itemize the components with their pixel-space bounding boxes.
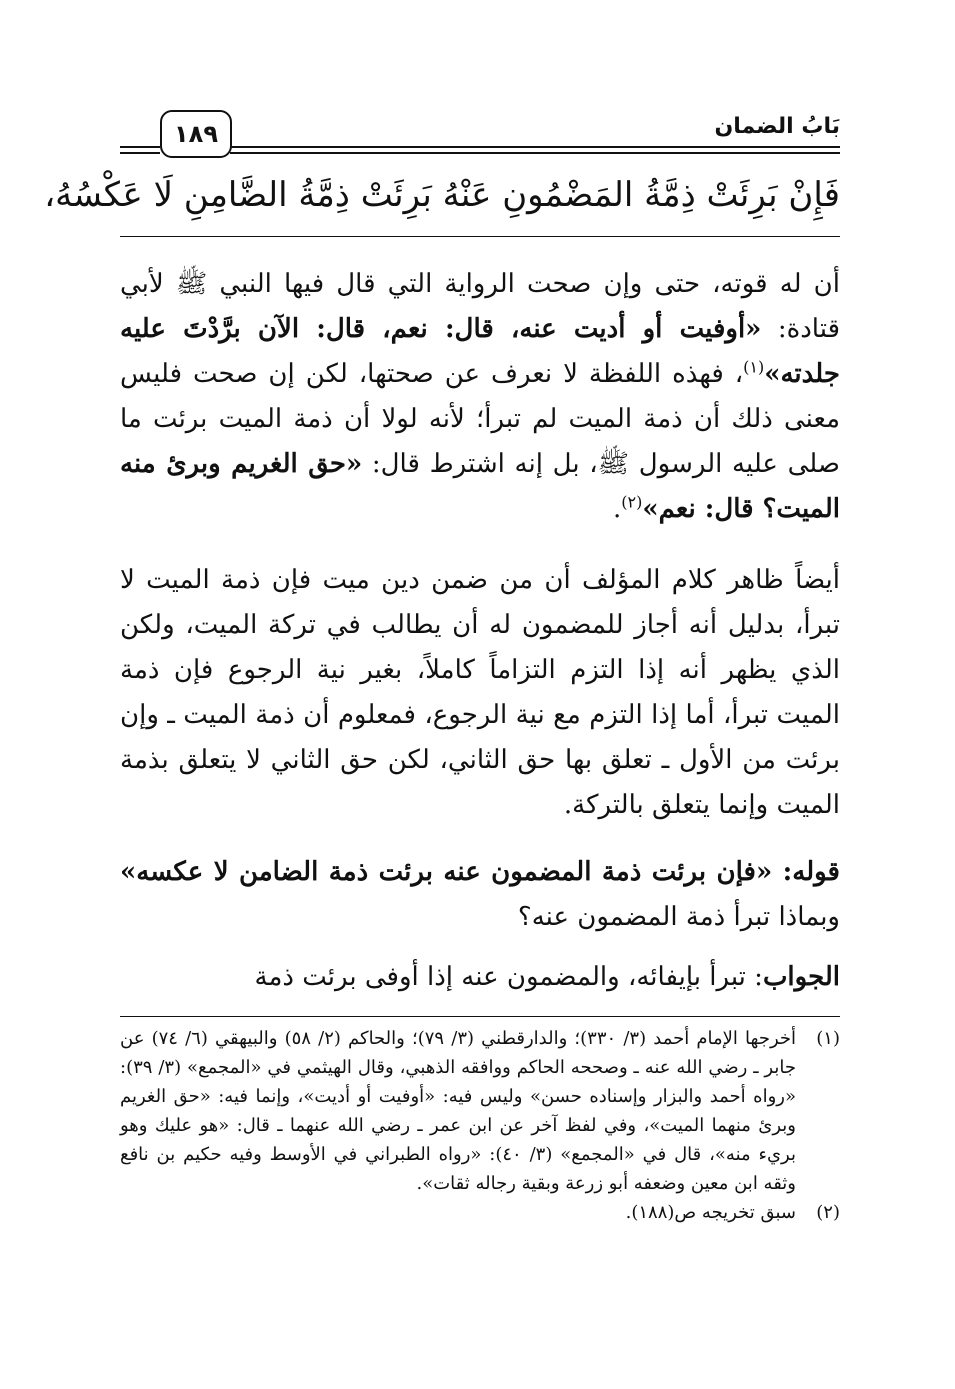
header-rule-left-upper — [120, 146, 160, 148]
footnotes — [120, 1024, 840, 1227]
paragraph-1 — [120, 262, 840, 532]
paragraph-4-text: : تبرأ بإيفائه، والمضمون عنه إذا أوفى برئت ذمة — [254, 962, 763, 992]
chapter-title: بَابُ الضمان — [714, 114, 840, 139]
footnote-1 — [120, 1024, 840, 1198]
header-rule-lower — [230, 152, 840, 154]
footnote-2 — [120, 1198, 840, 1227]
footnote-1-text: أخرجها الإمام أحمد (٣/ ٣٣٠)؛ والدارقطني (٣/ ٧٩)؛ والحاكم (٢/ ٥٨) والبيهقي (٦/ ٧٤) عن جابر ـ رضي الله عنه ـ وصححه الحاكم ووافقه الذهبي، وقال الهيثمي في «المجمع» (٣/ ٣٩): «رواه أحمد والبزار وإسناده حسن» وليس فيه: «أوفيت أو أديت»، وإنما فيه: «حق الغريم وبرئ منهما الميت»، وفي لفظ آخر عن ابن عمر ـ رضي الله عنهما ـ قال: «هو عليك وهو بريء منه»، قال في «المجمع» (٣/ ٤٠): «رواه الطبراني في الأوسط وفيه حكيم بن نافع وثقه ابن معين وضعفه أبو زرعة وبقية رجاله ثقات». — [120, 1028, 797, 1194]
hadith-quote-2: «حق الغريم وبرئ منه الميت؟ قال: نعم» — [120, 449, 840, 524]
footnote-ref-1[interactable]: (١) — [743, 357, 765, 377]
header-rule-upper — [230, 146, 840, 148]
matn-divider — [120, 236, 840, 237]
qawluhu-label: قوله: «فإن برئت ذمة المضمون عنه برئت ذمة الضامن لا عكسه» — [120, 857, 840, 887]
footnote-2-text: سبق تخريجه ص(١٨٨). — [625, 1202, 796, 1223]
page-number: ١٨٩ — [160, 110, 232, 158]
paragraph-1-text-b: ، فهذه اللفظة لا نعرف عن صحتها، لكن إن صحت فليس معنى ذلك أن ذمة الميت لم تبرأ؛ لأنه لولا أن ذمة الميت برئت ما صلى عليه الرسول ﷺ، بل إنه اشترط قال: — [120, 359, 840, 479]
answer-label: الجواب — [762, 962, 840, 992]
footnote-ref-2[interactable]: (٢) — [621, 492, 643, 512]
footnote-1-number: (١) — [816, 1028, 840, 1049]
page-header — [120, 108, 840, 158]
footnote-2-number: (٢) — [816, 1202, 840, 1223]
hadith-quote-1: «أوفيت أو أديت عنه، قال: نعم، قال: الآن برَّدْتَ عليه جلدته» — [120, 314, 840, 389]
footnotes-divider — [120, 1016, 840, 1017]
paragraph-2 — [120, 558, 840, 828]
paragraph-4 — [120, 955, 840, 1000]
paragraph-1-text-c: . — [613, 494, 622, 524]
paragraph-1-text-a: أن له قوته، حتى وإن صحت الرواية التي قال فيها النبي ﷺ لأبي قتادة: — [120, 269, 840, 344]
matn-text: فَإِنْ بَرِئَتْ ذِمَّةُ المَضْمُونِ عَنْهُ بَرِئَتْ ذِمَّةُ الضَّامِنِ لَا عَكْسُهُ، — [44, 175, 840, 215]
paragraph-3-question: وبماذا تبرأ ذمة المضمون عنه؟ — [517, 902, 840, 932]
paragraph-2-text: أيضاً ظاهر كلام المؤلف أن من ضمن دين ميت فإن ذمة الميت لا تبرأ، بدليل أنه أجاز للمضمون له أن يطالب في تركة الميت، ولكن الذي يظهر أنه إذا التزم التزاماً كاملاً، بغير نية الرجوع فإن ذمة الميت تبرأ، أما إذا التزم مع نية الرجوع، فمعلوم أن ذمة الميت ـ وإن برئت من الأول ـ تعلق بها حق الثاني، لكن حق الثاني لا يتعلق بذمة الميت وإنما يتعلق بالتركة. — [120, 565, 840, 820]
paragraph-3 — [120, 850, 840, 940]
header-rule-left-lower — [120, 152, 160, 154]
